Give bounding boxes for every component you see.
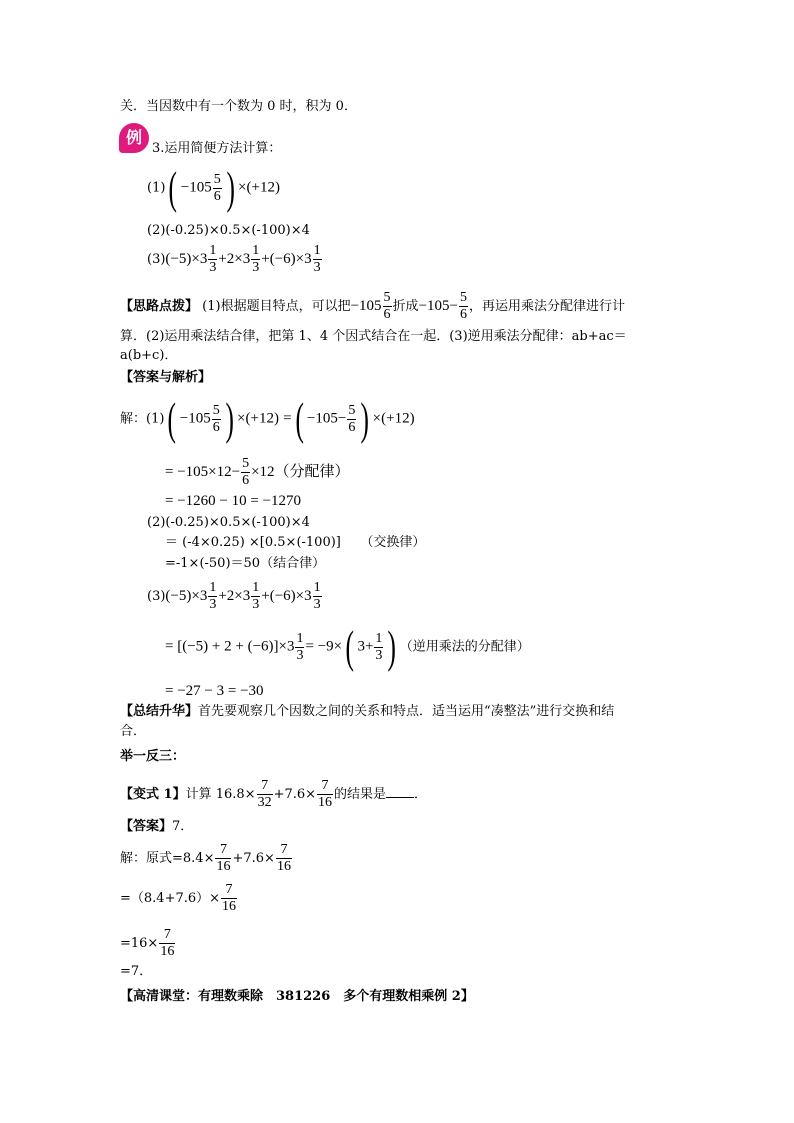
example-problem-3: (3)(−5)×3 $\frac{1}{3}$ +2×3 $\frac{1}{3}$ +(−6)×3 $\frac{1}{3}$ [147, 243, 321, 275]
answer-step-1b: = −105×12− $\frac{5}{6}$ ×12（分配律） [165, 456, 350, 488]
variant-1: 【变式 1】计算 16.8× $\frac{7}{32}$ +7.6× $\frac{7}{16}$ 的结果是 ． [120, 778, 428, 810]
solution-line-2: =（8.4+7.6）× $\frac{7}{16}$ [120, 882, 237, 914]
example-problem-2: (2)(-0.25)×0.5×(-100)×4 [147, 223, 310, 238]
hint-line-2: 算．(2)运用乘法结合律，把第 1、4 个因式结合在一起．(3)逆用乘法分配律：ab+ac＝ [120, 329, 627, 344]
answer-step-1c: = −1260 − 10 = −1270 [165, 493, 302, 509]
top-line: 关．当因数中有一个数为 0 时，积为 0． [120, 99, 357, 114]
solution-line-3: =16× $\frac{7}{16}$ [120, 927, 175, 959]
footer-note: 【高清课堂：有理数乘除 381226 多个有理数相乘例 2】 [120, 989, 474, 1004]
answer-step-2c: =-1×(-50)＝50（结合律） [165, 556, 326, 571]
answer-step-3c: = −27 − 3 = −30 [165, 683, 264, 699]
solution-line-4: =7． [120, 964, 153, 979]
example-problem-1: (1)( −105 $\frac{5}{6}$ ) ×(+12) [147, 162, 280, 213]
answer-blank [386, 785, 414, 798]
hint-line-1: 【思路点拨】 (1)根据题目特点，可以把−105 $\frac{5}{6}$ 折成−105− $\frac{5}{6}$ ，再运用乘法分配律进行计 [120, 290, 625, 322]
practice-heading: 举一反三： [120, 749, 186, 764]
summary-line-1: 【总结升华】首先要观察几个因数之间的关系和特点．适当运用“凑整法”进行交换和结 [120, 704, 615, 719]
answer-step-2a: (2)(-0.25)×0.5×(-100)×4 [147, 515, 310, 530]
solution-line-1: 解：原式=8.4× $\frac{7}{16}$ +7.6× $\frac{7}{16}$ [120, 842, 291, 874]
answer-step-2b: ＝ (-4×0.25) ×[0.5×(-100)] （交换律） [165, 535, 426, 550]
hint-line-3: a(b+c)． [120, 348, 178, 363]
summary-line-2: 合． [120, 724, 147, 739]
answer-step-3b: = [(−5) + 2 + (−6)]×3 $\frac{1}{3}$ = −9×( 3+ $\frac{1}{3}$ ) （逆用乘法的分配律） [165, 621, 530, 672]
variant-answer: 【答案】7． [120, 819, 194, 834]
answer-step-3a: (3)(−5)×3 $\frac{1}{3}$ +2×3 $\frac{1}{3}$ +(−6)×3 $\frac{1}{3}$ [147, 580, 321, 612]
example-badge-icon: 例 [119, 123, 149, 153]
example-title: 3.运用简便方法计算： [152, 141, 282, 156]
answer-label: 【答案与解析】 [120, 370, 212, 385]
answer-step-1: 解：(1)( −105 $\frac{5}{6}$ ) ×(+12) =( −105− $\frac{5}{6}$ ) ×(+12) [120, 393, 415, 444]
